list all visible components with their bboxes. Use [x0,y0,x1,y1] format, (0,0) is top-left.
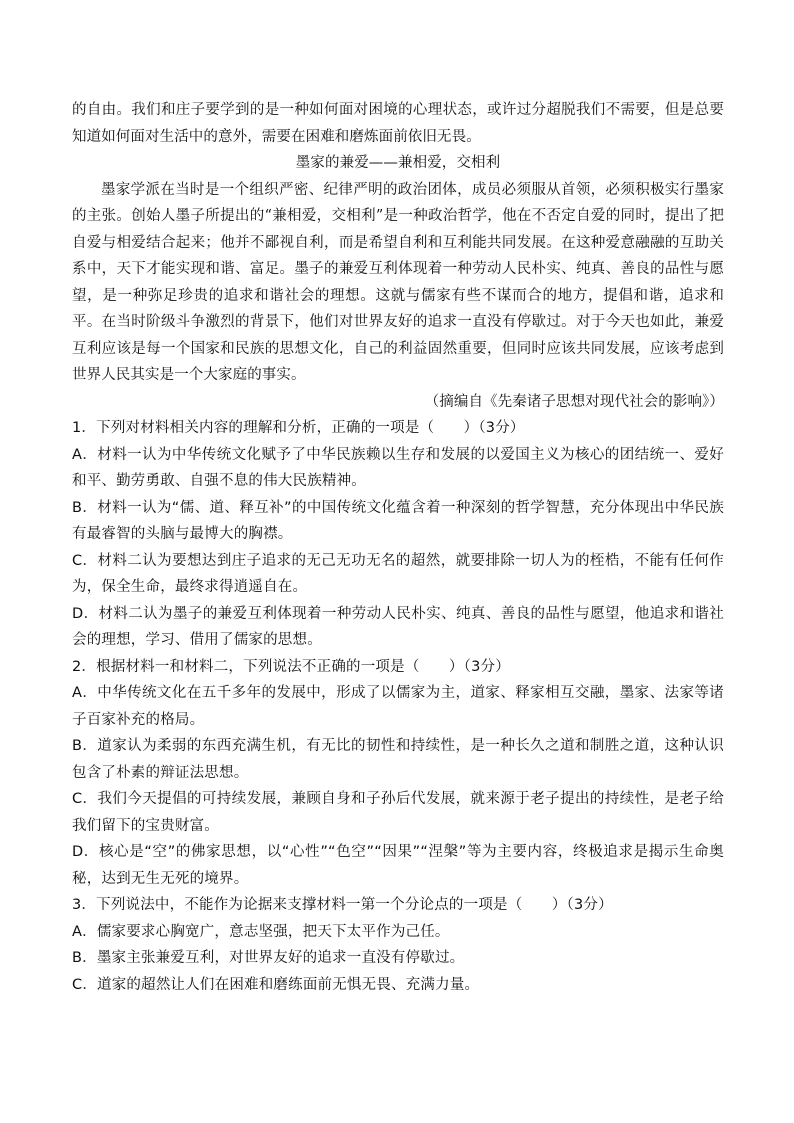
passage-paragraph-continued: 的自由。我们和庄子要学到的是一种如何面对困境的心理状态，或许过分超脱我们不需要，但是总要知道如何面对生活中的意外，需要在困难和磨炼面前依旧无畏。 [72,102,724,145]
option-a: A．儒家要求心胸宽广，意志坚强，把天下太平作为己任。 [72,923,450,940]
question-stem: 3．下列说法中，不能作为论据来支撑材料一第一个分论点的一项是（ ）（3分） [72,897,613,913]
question-1 [72,415,724,654]
document-page [72,97,724,998]
questions [72,415,724,998]
source-citation: （摘编自《先秦诸子思想对现代社会的影响》） [424,393,724,410]
section-subheading: 墨家的兼爱——兼相爱，交相利 [295,155,501,171]
passage [72,97,724,415]
question-stem: 2．根据材料一和材料二，下列说法不正确的一项是（ ）（3分） [72,658,510,675]
option-c: C．材料二认为要想达到庄子追求的无己无功无名的超然，就要排除一切人为的桎梏，不能有任何作为，保全生命，最终求得逍遥自在。 [72,552,724,595]
question-2 [72,654,724,893]
option-b: B．材料一认为“儒、道、释互补”的中国传统文化蕴含着一种深刻的哲学智慧，充分体现出中华民族有最睿智的头脑与最博大的胸襟。 [72,499,724,542]
option-c: C．道家的超然让人们在困难和磨练面前无惧无畏、充满力量。 [72,976,480,993]
option-b: B．墨家主张兼爱互利，对世界友好的追求一直没有停歇过。 [72,950,465,966]
question-3 [72,892,724,998]
option-a: A．材料一认为中华传统文化赋予了中华民族赖以生存和发展的以爱国主义为核心的团结统一、爱好和平、勤劳勇敢、自强不息的伟大民族精神。 [72,446,724,489]
question-stem: 1．下列对材料相关内容的理解和分析，正确的一项是（ ）（3分） [72,420,525,436]
option-d: D．核心是“空”的佛家思想，以“心性”“色空”“因果”“涅槃”等为主要内容，终极追求是揭示生命奥秘，达到无生无死的境界。 [72,844,724,887]
passage-paragraph-mohism: 墨家学派在当时是一个组织严密、纪律严明的政治团体，成员必须服从首领，必须积极实行墨家的主张。创始人墨子所提出的“兼相爱，交相利”是一种政治哲学，他在不否定自爱的同时，提出了把自爱与相爱结合起来；他并不鄙视自利，而是希望自利和互利能共同发展。在这种爱意融融的互助关系中，天下才能实现和谐、富足。墨子的兼爱互利体现着一种劳动人民朴实、纯真、善良的品性与愿望，是一种弥足珍贵的追求和谐社会的理想。这就与儒家有些不谋而合的地方，提倡和谐，追求和平。在当时阶级斗争激烈的背景下，他们对世界友好的追求一直没有停歇过。对于今天也如此，兼爱互利应该是每一个国家和民族的思想文化，自己的利益固然重要，但同时应该共同发展，应该考虑到世界人民其实是一个大家庭的事实。 [72,181,724,383]
option-b: B．道家认为柔弱的东西充满生机，有无比的韧性和持续性，是一种长久之道和制胜之道，这种认识包含了朴素的辩证法思想。 [72,738,724,781]
option-a: A．中华传统文化在五千多年的发展中，形成了以儒家为主，道家、释家相互交融，墨家、法家等诸子百家补充的格局。 [72,685,724,728]
option-c: C．我们今天提倡的可持续发展，兼顾自身和子孙后代发展，就来源于老子提出的持续性，是老子给我们留下的宝贵财富。 [72,791,724,834]
option-d: D．材料二认为墨子的兼爱互利体现着一种劳动人民朴实、纯真、善良的品性与愿望，他追求和谐社会的理想，学习、借用了儒家的思想。 [72,605,724,648]
